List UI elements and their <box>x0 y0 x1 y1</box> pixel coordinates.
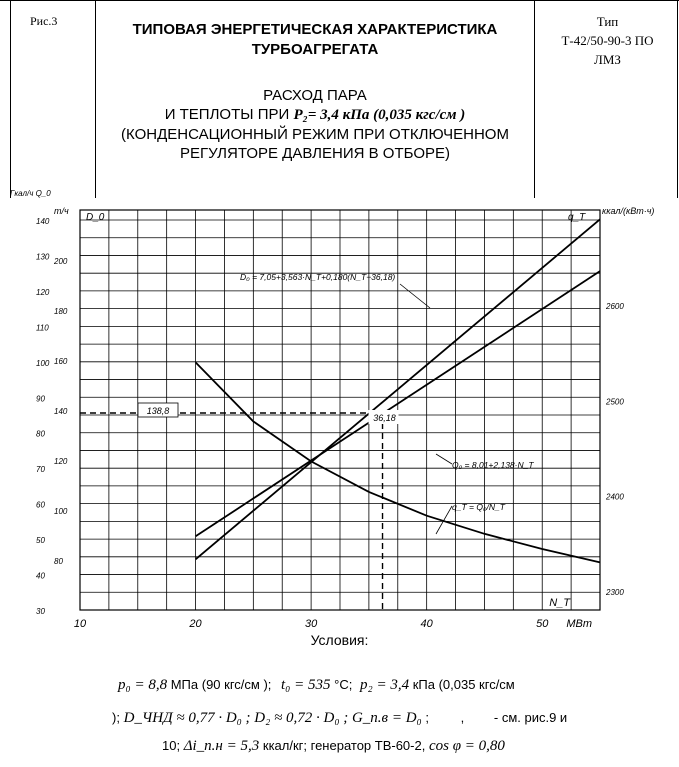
y-left-outer-tick: 140 <box>36 217 50 226</box>
conditions-line3 <box>162 738 505 755</box>
y-right-symbol: q_T <box>568 212 586 223</box>
y-right-label: ккал/(кВт·ч) <box>602 206 655 216</box>
y-left-inner-tick: 100 <box>54 507 68 516</box>
title-line2: ТУРБОАГРЕГАТА <box>251 41 379 58</box>
y-left-inner-label: т/ч <box>54 206 69 216</box>
x-tick-label: 40 <box>420 618 433 630</box>
x-tick-label: 30 <box>304 618 318 630</box>
cond-t0: t₀ = 535 <box>281 677 331 693</box>
cond-comma: , <box>460 710 465 725</box>
y-left-outer-tick: 40 <box>36 571 45 581</box>
header-left-cell <box>10 0 96 198</box>
x-tick-label: 50 <box>536 618 549 630</box>
cond-cos: cos φ = 0,80 <box>428 738 505 754</box>
y-left-outer-tick: 70 <box>36 465 45 475</box>
y-right-tick: 2300 <box>606 587 624 597</box>
series-label-2: Q₀ = 8,01+2,138·N_T <box>452 460 534 470</box>
y-left-outer-tick: 110 <box>36 323 49 333</box>
cond-p0: p₀ = 8,8 <box>118 677 168 693</box>
y-left-outer-tick: 130 <box>36 252 50 262</box>
subtitle-line3: (КОНДЕНСАЦИОННЫЙ РЕЖИМ ПРИ ОТКЛЮЧЕННОМ <box>121 126 509 143</box>
cond-p2-unit: кПа (0,035 кгс/см <box>412 677 515 692</box>
y-left-outer-tick: 30 <box>36 607 45 616</box>
subtitle-line2-param: P₂= 3,4 кПа (0,035 кгс/см ) <box>293 107 466 123</box>
series-label-1: D₀ = 7,05+3,563·N_T+0,180(N_T−36,18) <box>240 272 396 282</box>
annotation-value-3618: 36,18 <box>373 413 396 423</box>
annotation-value-138: 138,8 <box>146 406 170 416</box>
y-left-inner-tick: 200 <box>54 257 68 266</box>
title-line1: ТИПОВАЯ ЭНЕРГЕТИЧЕСКАЯ ХАРАКТЕРИСТИКА <box>132 21 498 38</box>
cond-line3-unit: ккал/кг; генератор ТВ-60-2, <box>262 738 426 753</box>
type-line2: Т-42/50-90-3 ПО <box>561 33 654 48</box>
y-left-outer-label: Гкал/ч Q_0 <box>10 189 51 198</box>
y-left-outer-tick: 90 <box>36 394 45 404</box>
subtitle-line2-prefix: И ТЕПЛОТЫ ПРИ <box>164 106 290 123</box>
x-tick-label: 10 <box>73 618 87 630</box>
series-label-leader <box>436 454 452 464</box>
subtitle-line4: РЕГУЛЯТОРЕ ДАВЛЕНИЯ В ОТБОРЕ) <box>180 145 450 162</box>
y-left-inner-tick: 120 <box>54 457 68 466</box>
header-table <box>0 0 679 200</box>
cond-t0-unit: °С; <box>334 677 353 692</box>
cond-p0-unit: МПа (90 кгс/см ); <box>170 677 272 692</box>
y-left-outer-tick: 80 <box>36 429 45 439</box>
y-left-inner-tick: 180 <box>54 307 68 316</box>
x-axis-unit: МВт <box>566 618 592 630</box>
cond-line2-start: ); <box>112 710 120 725</box>
y-left-outer-tick: 60 <box>36 500 45 510</box>
y-left-inner-tick: 160 <box>54 357 68 366</box>
y-right-tick: 2600 <box>606 302 624 312</box>
x-tick-label: 20 <box>189 618 202 630</box>
cond-line2-end: - см. рис.9 и <box>493 710 568 725</box>
subtitle-line1: РАСХОД ПАРА <box>263 87 367 104</box>
type-line1: Тип <box>596 14 619 29</box>
cond-line3-start: 10; <box>162 738 181 753</box>
y-right-tick: 2500 <box>606 397 624 407</box>
y-left-outer-tick: 120 <box>36 287 50 297</box>
cond-sep: ; <box>425 710 429 725</box>
subtitle-line2 <box>95 105 535 125</box>
conditions-title: Условия: <box>310 632 369 648</box>
conditions-line2 <box>112 710 567 727</box>
type-line3: ЛМЗ <box>594 52 621 67</box>
figure-label: Рис.3 <box>30 14 58 28</box>
y-left-inner-tick: 140 <box>54 407 68 416</box>
cond-p2: p₂ = 3,4 <box>359 677 410 693</box>
header-title-block <box>95 20 535 163</box>
cond-di: Δi_п.н = 5,3 <box>183 738 260 754</box>
cond-dchnd: D_ЧНД ≈ 0,77 · D₀ <box>123 710 242 726</box>
y-left-outer-tick: 50 <box>36 536 45 546</box>
chart-area <box>0 189 679 640</box>
turbine-type-block <box>536 12 679 69</box>
cond-d2: ; D₂ ≈ 0,72 · D₀ <box>245 710 340 726</box>
series-label-3: q_T = Q₀/N_T <box>452 502 505 512</box>
y-left-inner-symbol: D_0 <box>86 212 105 223</box>
x-axis-label: N_T <box>549 597 570 609</box>
cond-gpv: ; G_п.в = D₀ <box>343 710 422 726</box>
y-right-tick: 2400 <box>606 492 624 502</box>
series-label-leader <box>400 284 430 308</box>
chart-svg <box>0 189 679 640</box>
y-left-inner-tick: 80 <box>54 557 63 566</box>
y-left-outer-tick: 100 <box>36 358 50 368</box>
conditions-line1 <box>118 677 515 694</box>
